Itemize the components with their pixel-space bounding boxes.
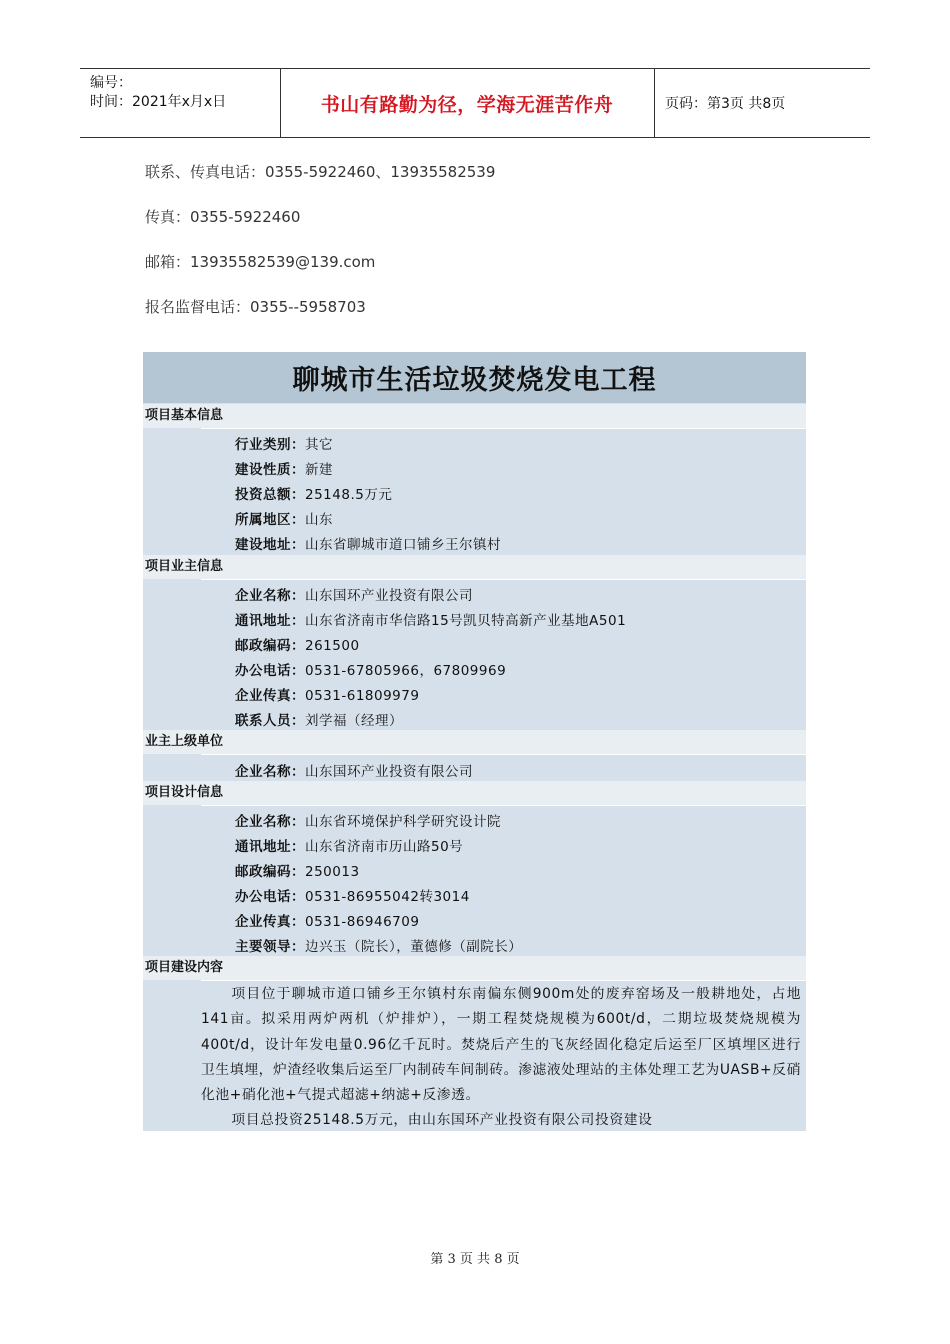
contact-email: 邮箱：13935582539@139.com (145, 253, 376, 271)
row-label: 邮政编码： (235, 638, 305, 654)
section-basic-heading: 项目基本信息 (143, 404, 806, 428)
page-header (80, 68, 870, 138)
row-value: 山东省济南市历山路50号 (305, 839, 464, 855)
row-label: 主要领导： (235, 939, 305, 955)
row-label: 建设地址： (235, 537, 305, 553)
basic-row (235, 508, 333, 528)
row-value: 0531-61809979 (305, 688, 420, 704)
header-page-cell (655, 69, 870, 137)
row-value: 刘学福（经理） (305, 713, 403, 729)
basic-row (235, 533, 501, 553)
row-value: 25148.5万元 (305, 487, 393, 503)
row-value: 山东省济南市华信路15号凯贝特高新产业基地A501 (305, 613, 627, 629)
row-label: 通讯地址： (235, 613, 305, 629)
row-value: 0531-86955042转3014 (305, 889, 470, 905)
divider (201, 579, 806, 580)
row-value: 0531-86946709 (305, 914, 420, 930)
divider (201, 980, 806, 981)
document-number: 编号： (90, 75, 132, 91)
basic-row (235, 433, 333, 453)
owner-row (235, 584, 473, 604)
row-label: 企业传真： (235, 688, 305, 704)
row-label: 所属地区： (235, 512, 305, 528)
row-value: 0531-67805966，67809969 (305, 663, 507, 679)
owner-row (235, 684, 419, 704)
divider (201, 805, 806, 806)
divider (201, 754, 806, 755)
row-value: 边兴玉（院长），董德修（副院长） (305, 939, 523, 955)
row-label: 企业名称： (235, 588, 305, 604)
row-label: 通讯地址： (235, 839, 305, 855)
row-label: 邮政编码： (235, 864, 305, 880)
document-date: 时间：2021年x月x日 (90, 94, 227, 110)
design-row (235, 935, 522, 955)
page-footer: 第 3 页 共 8 页 (430, 1252, 520, 1267)
row-value: 250013 (305, 864, 360, 880)
parent-row (235, 760, 473, 780)
row-value: 其它 (305, 437, 333, 453)
project-title: 聊城市生活垃圾焚烧发电工程 (143, 352, 806, 403)
row-value: 新建 (305, 462, 333, 478)
contact-supervision-phone: 报名监督电话：0355--5958703 (145, 298, 366, 316)
content-paragraph: 项目位于聊城市道口铺乡王尔镇村东南偏东侧900m处的废弃窑场及一般耕地处，占地141亩。拟采用两炉两机（炉排炉），一期工程焚烧规模为600t/d，二期垃圾焚烧规模为400t/d，设计年发电量0.96亿千瓦时。焚烧后产生的飞灰经固化稳定后运至厂区填埋区进行卫生填埋，炉渣经收集后运至厂内制砖车间制砖。渗滤液处理站的主体处理工艺为UASB+反硝化池+硝化池+气提式超滤+纳滤+反渗透。 (201, 986, 801, 1104)
header-meta-cell (80, 69, 281, 137)
design-row (235, 810, 501, 830)
row-label: 企业名称： (235, 814, 305, 830)
row-label: 办公电话： (235, 663, 305, 679)
design-row (235, 910, 419, 930)
owner-row (235, 709, 403, 729)
contact-fax: 传真：0355-5922460 (145, 208, 301, 226)
divider (201, 428, 806, 429)
contact-phone-fax: 联系、传真电话：0355-5922460、13935582539 (145, 163, 496, 181)
row-value: 山东国环产业投资有限公司 (305, 764, 473, 780)
owner-row (235, 659, 506, 679)
row-label: 企业名称： (235, 764, 305, 780)
section-owner-heading: 项目业主信息 (143, 555, 806, 579)
section-design-heading: 项目设计信息 (143, 781, 806, 805)
row-label: 办公电话： (235, 889, 305, 905)
header-motto-cell (280, 69, 655, 137)
row-label: 行业类别： (235, 437, 305, 453)
project-info-table (143, 352, 806, 1131)
header-motto: 书山有路勤为径，学海无涯苦作舟 (320, 93, 614, 116)
row-value: 山东省聊城市道口铺乡王尔镇村 (305, 537, 501, 553)
row-label: 投资总额： (235, 487, 305, 503)
row-value: 山东国环产业投资有限公司 (305, 588, 473, 604)
owner-row (235, 609, 626, 629)
row-label: 企业传真： (235, 914, 305, 930)
row-label: 建设性质： (235, 462, 305, 478)
basic-row (235, 458, 333, 478)
row-value: 山东 (305, 512, 333, 528)
section-content-heading: 项目建设内容 (143, 956, 806, 980)
basic-row (235, 483, 392, 503)
design-row (235, 860, 360, 880)
content-body (201, 982, 801, 1134)
header-page-info: 页码：第3页 共8页 (665, 96, 786, 112)
design-row (235, 835, 463, 855)
design-row (235, 885, 470, 905)
section-parent-heading: 业主上级单位 (143, 730, 806, 754)
owner-row (235, 634, 360, 654)
row-value: 261500 (305, 638, 360, 654)
row-label: 联系人员： (235, 713, 305, 729)
content-paragraph: 项目总投资25148.5万元，由山东国环产业投资有限公司投资建设 (231, 1112, 653, 1129)
row-value: 山东省环境保护科学研究设计院 (305, 814, 501, 830)
